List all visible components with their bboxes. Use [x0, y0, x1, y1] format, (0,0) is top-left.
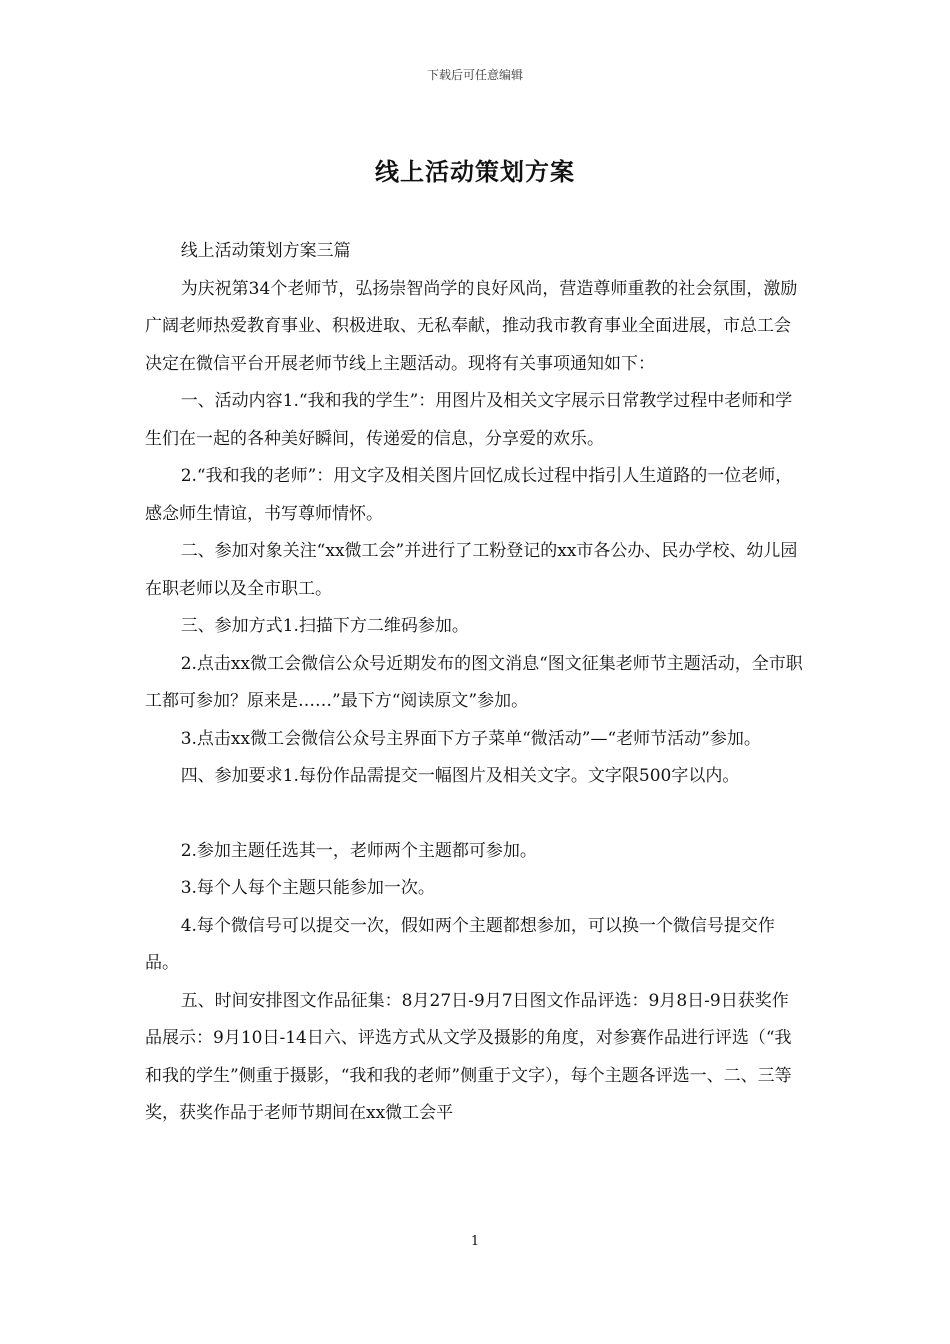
body-paragraph-subtitle: 线上活动策划方案三篇 — [180, 241, 351, 261]
body-paragraph-intro: 为庆祝第34个老师节，弘扬崇智尚学的良好风尚，营造尊师重教的社会氛围，激励广阔老师热爱教育事业、积极进取、无私奉献，推动我市教育事业全面进展，市总工会决定在微信平台开展老师节线上主题活动。现将有关事项通知如下： — [145, 278, 798, 374]
document-title: 线上活动策划方案 — [375, 157, 575, 186]
body-paragraph-section-1: 一、活动内容1.“我和我的学生”：用图片及相关文字展示日常教学过程中老师和学生们在一起的各种美好瞬间，传递爱的信息，分享爱的欢乐。 — [145, 391, 793, 449]
body-paragraph-section-2: 二、参加对象关注“xx微工会”并进行了工粉登记的xx市各公办、民办学校、幼儿园在职老师以及全市职工。 — [145, 541, 798, 599]
document-body — [145, 233, 805, 1133]
body-paragraph-section-4-item-2: 2.参加主题任选其一，老师两个主题都可参加。 — [180, 840, 537, 861]
body-paragraph-section-1-item-2: 2.“我和我的老师”：用文字及相关图片回忆成长过程中指引人生道路的一位老师，感念师生情谊，书写尊师情怀。 — [145, 466, 793, 524]
body-paragraph-section-4: 四、参加要求1.每份作品需提交一幅图片及相关文字。文字限500字以内。 — [180, 766, 740, 786]
body-paragraph-section-3-item-3: 3.点击xx微工会微信公众号主界面下方子菜单“微活动”—“老师节活动”参加。 — [180, 728, 761, 749]
body-paragraph-section-5: 五、时间安排图文作品征集：8月27日-9月7日图文作品评选：9月8日-9日获奖作品展示：9月10日-14日六、评选方式从文学及摄影的角度，对参赛作品进行评选（“我和我的学生”侧重于摄影，“我和我的老师”侧重于文字），每个主题各评选一、二、三等奖，获奖作品于老师节期间在xx微工会平 — [145, 990, 792, 1123]
body-paragraph-section-3-item-2: 2.点击xx微工会微信公众号近期发布的图文消息“图文征集老师节主题活动，全市职工都可参加？原来是……”最下方“阅读原文”参加。 — [145, 653, 803, 711]
body-paragraph-section-4-item-3: 3.每个人每个主题只能参加一次。 — [180, 878, 435, 898]
body-paragraph-section-4-item-4: 4.每个微信号可以提交一次，假如两个主题都想参加，可以换一个微信号提交作品。 — [145, 915, 775, 973]
page-header-note: 下载后可任意编辑 — [426, 68, 523, 82]
body-paragraph-section-3: 三、参加方式1.扫描下方二维码参加。 — [180, 616, 469, 636]
page-number: 1 — [470, 1234, 480, 1249]
